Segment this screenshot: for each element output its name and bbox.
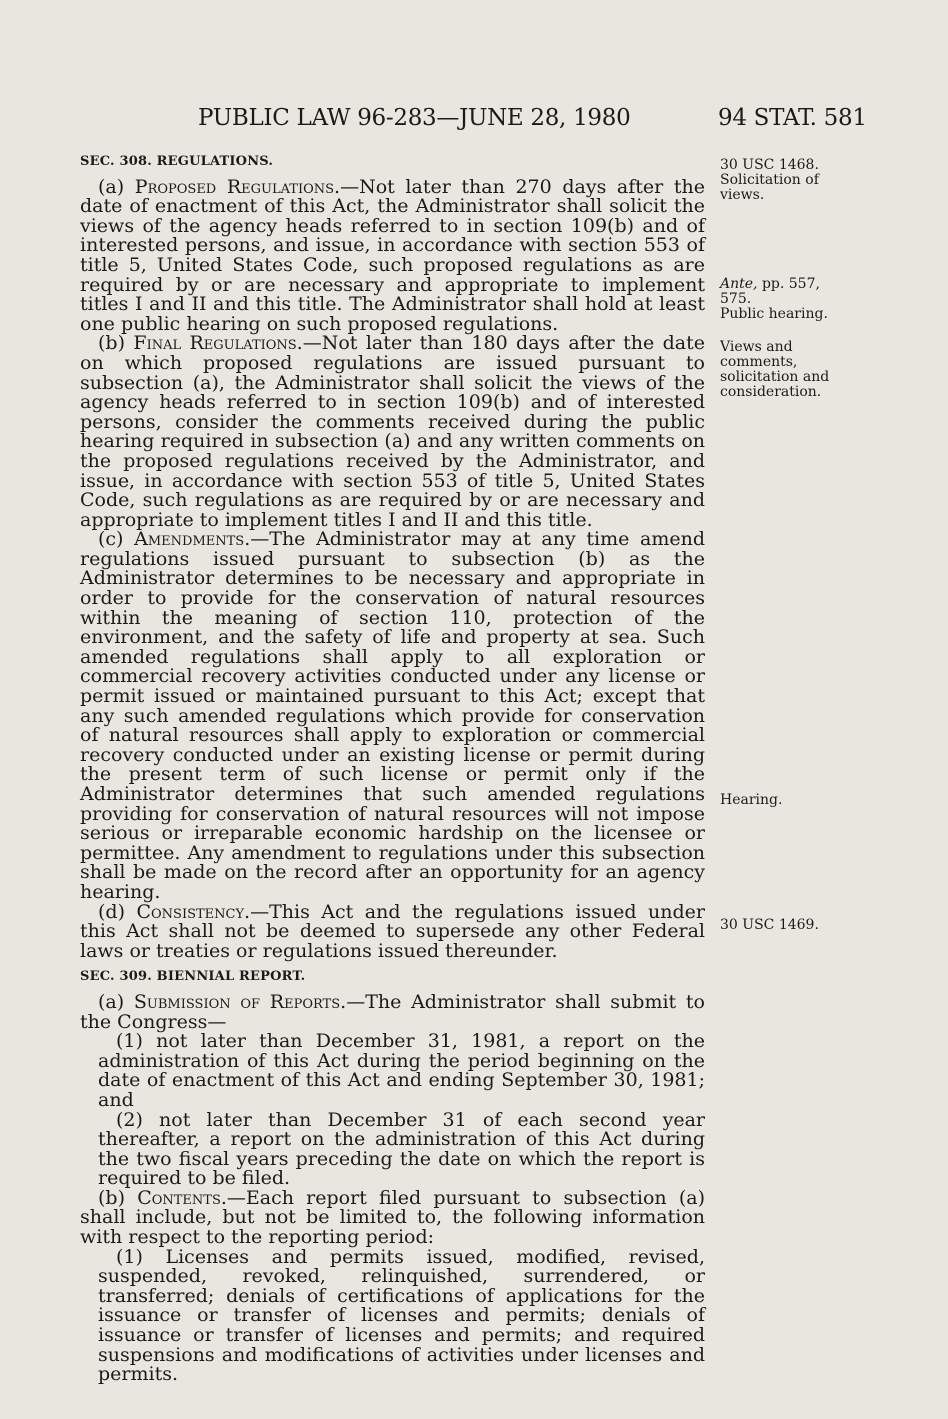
subsection-caption: Proposed Regulations. [134, 175, 341, 198]
margin-note-text: Public hearing. [720, 306, 828, 322]
section-308-b [80, 334, 705, 530]
ante-italic: Ante, [720, 276, 758, 292]
subsection-text: —This Act and the regulations issued under this Act shall not be deemed to supersede any other Federal laws or treaties or regulations issued thereunder. [80, 900, 705, 962]
section-308-a [80, 175, 705, 335]
header-stat-page: 94 STAT. 581 [718, 105, 867, 131]
subsection-text: —Not later than 180 days after the date on which proposed regulations are issued pursuant to subsection (a), the Administrator shall solicit the views of the agency heads referred to in section 109(b) and of interested persons, consider the comments received during the public hearing required in subsection (a) and any written comments on the proposed regulations received by the Administrator, and issue, in accordance with section 553 of title 5, United States Code, such regulations as are required by or are necessary and appropriate to implement titles I and II and this title. [80, 332, 706, 531]
margin-citation [720, 277, 850, 307]
margin-note-30-usc-1468 [720, 158, 850, 203]
margin-note-views [720, 340, 850, 400]
section-308-heading: SEC. 308. REGULATIONS. [80, 154, 274, 169]
section-309-b-1: (1) Licenses and permits issued, modified, revised, suspended, revoked, relinquished, surrendered, or transferred; denials of certifications of applications for the issuance or transfer of licenses and permits; denials of issuance or transfer of licenses and permits; and required suspensions and modifications of activities under licenses and permits. [98, 1245, 705, 1386]
subsection-caption: Amendments. [134, 528, 251, 551]
ante-pages: pp. 557, 575. [720, 276, 820, 307]
subsection-label: (d) [98, 900, 137, 923]
subsection-label: (b) [98, 1186, 138, 1209]
margin-note-ante [720, 277, 850, 322]
section-309-a-1: (1) not later than December 31, 1981, a report on the administration of this Act during the period beginning on the date of enactment of this Act and ending September 30, 1981; and [98, 1030, 705, 1111]
margin-note-text: Views and comments, solicitation and consideration. [720, 339, 830, 400]
subsection-text: —Each report filed pursuant to subsection (a) shall include, but not be limited to, the following information with respect to the reporting period: [80, 1186, 706, 1249]
margin-note-30-usc-1469 [720, 918, 850, 933]
margin-citation: 30 USC 1469. [720, 917, 819, 933]
subsection-label: (a) [98, 175, 135, 198]
header-title: PUBLIC LAW 96-283—JUNE 28, 1980 [198, 105, 631, 131]
subsection-text: —Not later than 270 days after the date of enactment of this Act, the Administrator shall solicit the views of the agency heads referred to in section 109(b) and of interested persons, and issue, in accordance with section 553 of title 5, United States Code, such proposed regulations as are required by or are necessary and appropriate to implement titles I and II and this title. The Administrator shall hold at least one public hearing on such proposed regulations. [80, 175, 705, 335]
section-308-c [80, 530, 705, 902]
subsection-label: (a) [98, 990, 134, 1013]
subsection-text: —The Administrator shall submit to the Congress— [80, 990, 705, 1033]
margin-note-text: Solicitation of views. [720, 172, 819, 203]
section-309-a-2: (2) not later than December 31 of each second year thereafter, a report on the administration of this Act during the two fiscal years preceding the date on which the report is required to be filed. [98, 1108, 705, 1190]
subsection-caption: Contents. [137, 1186, 227, 1209]
section-309-b [80, 1186, 706, 1249]
subsection-label: (b) [98, 332, 134, 355]
margin-note-text: Hearing. [720, 792, 783, 808]
subsection-caption: Submission of Reports. [133, 990, 347, 1013]
subsection-caption: Consistency. [136, 900, 251, 923]
subsection-caption: Final Regulations. [133, 332, 303, 355]
subsection-text: —The Administrator may at any time amend regulations issued pursuant to subsection (b) as the Administrator determines to be necessary and appropriate in order to provide for the conservation of natural resources within the meaning of section 110, protection of the environment, and the safety of life and property at sea. Such amended regulations shall apply to all exploration or commercial recovery activities conducted under any license or permit issued or maintained pursuant to this Act; except that any such amended regulations which provide for conservation of natural resources shall apply to exploration or commercial recovery conducted under an existing license or permit during the present term of such license or permit only if the Administrator determines that such amended regulations providing for conservation of natural resources will not impose serious or irreparable economic hardship on the licensee or permittee. Any amendment to regulations under this subsection shall be made on the record after an opportunity for an agency hearing. [80, 528, 705, 903]
body-text [80, 152, 705, 1385]
subsection-label: (c) [98, 528, 135, 551]
section-308-d [80, 900, 705, 962]
section-309-heading: SEC. 309. BIENNIAL REPORT. [80, 969, 306, 985]
margin-note-hearing [720, 793, 850, 808]
margin-citation: 30 USC 1468. [720, 157, 819, 173]
section-309-a [80, 990, 705, 1033]
page-header [0, 105, 948, 141]
